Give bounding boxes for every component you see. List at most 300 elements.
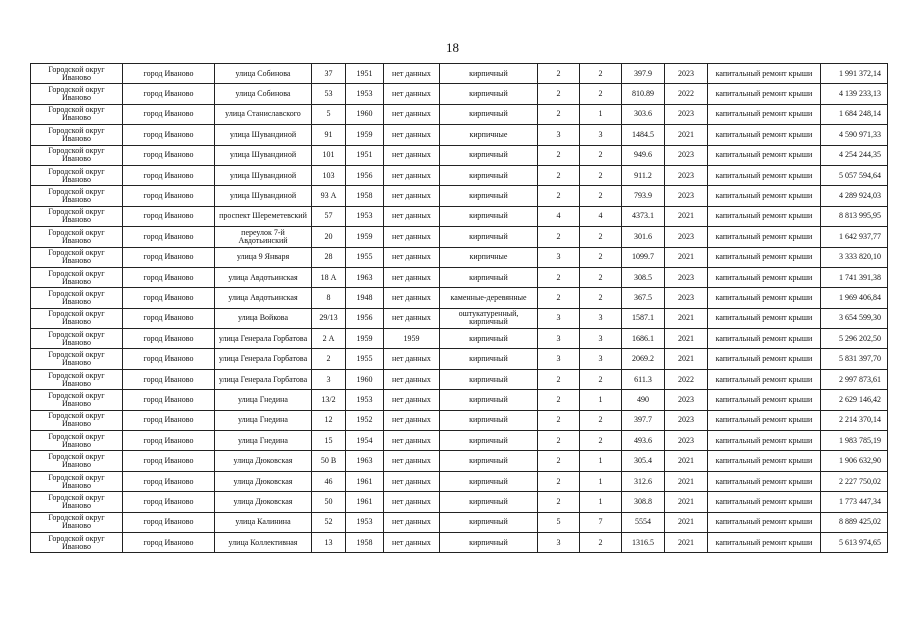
- cell-work-type: капитальный ремонт крыши: [708, 227, 821, 247]
- cell-area: 810.89: [622, 84, 665, 104]
- cell-cost: 2 227 750,02: [821, 471, 888, 491]
- cell-last-repair: нет данных: [384, 288, 440, 308]
- cell-area: 1316.5: [622, 532, 665, 552]
- cell-cost: 1 741 391,38: [821, 267, 888, 287]
- cell-entrances: 2: [580, 64, 622, 84]
- cell-last-repair: нет данных: [384, 104, 440, 124]
- cell-work-type: капитальный ремонт крыши: [708, 329, 821, 349]
- table-row: [31, 512, 888, 532]
- cell-entrances: 2: [580, 369, 622, 389]
- cell-floors: 3: [538, 349, 580, 369]
- cell-plan-year: 2023: [665, 288, 708, 308]
- cell-last-repair: нет данных: [384, 431, 440, 451]
- cell-wall-material: кирпичный: [440, 431, 538, 451]
- cell-wall-material: кирпичный: [440, 267, 538, 287]
- cell-city: город Иваново: [123, 512, 215, 532]
- cell-floors: 2: [538, 227, 580, 247]
- cell-street: улица Дюковская: [215, 451, 312, 471]
- cell-work-type: капитальный ремонт крыши: [708, 369, 821, 389]
- cell-floors: 3: [538, 532, 580, 552]
- cell-wall-material: кирпичный: [440, 451, 538, 471]
- cell-work-type: капитальный ремонт крыши: [708, 532, 821, 552]
- cell-floors: 2: [538, 288, 580, 308]
- cell-last-repair: нет данных: [384, 247, 440, 267]
- cell-year-built: 1952: [346, 410, 384, 430]
- cell-wall-material: кирпичный: [440, 145, 538, 165]
- cell-house: 53: [312, 84, 346, 104]
- table-row: [31, 186, 888, 206]
- cell-street: улица Гнедина: [215, 410, 312, 430]
- cell-plan-year: 2023: [665, 165, 708, 185]
- cell-year-built: 1956: [346, 165, 384, 185]
- cell-area: 911.2: [622, 165, 665, 185]
- cell-city: город Иваново: [123, 471, 215, 491]
- cell-entrances: 2: [580, 267, 622, 287]
- cell-city: город Иваново: [123, 64, 215, 84]
- cell-last-repair: нет данных: [384, 349, 440, 369]
- cell-work-type: капитальный ремонт крыши: [708, 492, 821, 512]
- cell-district: Городской округ Иваново: [31, 329, 123, 349]
- cell-last-repair: нет данных: [384, 471, 440, 491]
- cell-cost: 4 289 924,03: [821, 186, 888, 206]
- cell-year-built: 1953: [346, 512, 384, 532]
- cell-year-built: 1954: [346, 431, 384, 451]
- cell-cost: 2 214 370,14: [821, 410, 888, 430]
- cell-district: Городской округ Иваново: [31, 349, 123, 369]
- cell-floors: 2: [538, 410, 580, 430]
- cell-entrances: 4: [580, 206, 622, 226]
- cell-floors: 3: [538, 125, 580, 145]
- cell-district: Городской округ Иваново: [31, 390, 123, 410]
- cell-floors: 2: [538, 451, 580, 471]
- cell-entrances: 2: [580, 247, 622, 267]
- cell-city: город Иваново: [123, 369, 215, 389]
- cell-cost: 1 991 372,14: [821, 64, 888, 84]
- cell-street: переулок 7-й Авдотьинский: [215, 227, 312, 247]
- cell-wall-material: кирпичный: [440, 410, 538, 430]
- cell-plan-year: 2021: [665, 125, 708, 145]
- cell-work-type: капитальный ремонт крыши: [708, 451, 821, 471]
- cell-work-type: капитальный ремонт крыши: [708, 390, 821, 410]
- cell-year-built: 1958: [346, 186, 384, 206]
- cell-year-built: 1953: [346, 206, 384, 226]
- cell-entrances: 7: [580, 512, 622, 532]
- cell-entrances: 3: [580, 349, 622, 369]
- table-row: [31, 329, 888, 349]
- cell-plan-year: 2021: [665, 492, 708, 512]
- cell-cost: 1 969 406,84: [821, 288, 888, 308]
- cell-district: Городской округ Иваново: [31, 512, 123, 532]
- cell-house: 93 А: [312, 186, 346, 206]
- cell-work-type: капитальный ремонт крыши: [708, 186, 821, 206]
- cell-floors: 3: [538, 247, 580, 267]
- cell-year-built: 1955: [346, 349, 384, 369]
- cell-cost: 2 997 873,61: [821, 369, 888, 389]
- cell-cost: 4 254 244,35: [821, 145, 888, 165]
- cell-entrances: 1: [580, 492, 622, 512]
- cell-district: Городской округ Иваново: [31, 206, 123, 226]
- cell-entrances: 3: [580, 308, 622, 328]
- table-row: [31, 247, 888, 267]
- cell-area: 305.4: [622, 451, 665, 471]
- cell-street: улица Шувандиной: [215, 125, 312, 145]
- cell-work-type: капитальный ремонт крыши: [708, 512, 821, 532]
- cell-city: город Иваново: [123, 267, 215, 287]
- cell-floors: 2: [538, 369, 580, 389]
- cell-district: Городской округ Иваново: [31, 431, 123, 451]
- table-row: [31, 390, 888, 410]
- cell-district: Городской округ Иваново: [31, 288, 123, 308]
- cell-year-built: 1963: [346, 267, 384, 287]
- cell-area: 493.6: [622, 431, 665, 451]
- cell-plan-year: 2022: [665, 369, 708, 389]
- cell-entrances: 2: [580, 410, 622, 430]
- cell-floors: 2: [538, 186, 580, 206]
- cell-district: Городской округ Иваново: [31, 247, 123, 267]
- cell-year-built: 1955: [346, 247, 384, 267]
- cell-last-repair: нет данных: [384, 186, 440, 206]
- cell-area: 308.8: [622, 492, 665, 512]
- table-row: [31, 431, 888, 451]
- table-row: [31, 349, 888, 369]
- cell-plan-year: 2023: [665, 186, 708, 206]
- table-row: [31, 125, 888, 145]
- cell-plan-year: 2021: [665, 471, 708, 491]
- cell-cost: 5 296 202,50: [821, 329, 888, 349]
- cell-area: 301.6: [622, 227, 665, 247]
- cell-district: Городской округ Иваново: [31, 267, 123, 287]
- cell-year-built: 1961: [346, 471, 384, 491]
- cell-city: город Иваново: [123, 532, 215, 552]
- cell-wall-material: кирпичный: [440, 186, 538, 206]
- cell-work-type: капитальный ремонт крыши: [708, 247, 821, 267]
- cell-district: Городской округ Иваново: [31, 492, 123, 512]
- cell-last-repair: нет данных: [384, 267, 440, 287]
- table-row: [31, 84, 888, 104]
- cell-cost: 4 590 971,33: [821, 125, 888, 145]
- cell-entrances: 3: [580, 125, 622, 145]
- cell-plan-year: 2021: [665, 451, 708, 471]
- cell-district: Городской округ Иваново: [31, 186, 123, 206]
- cell-cost: 1 684 248,14: [821, 104, 888, 124]
- cell-district: Городской округ Иваново: [31, 145, 123, 165]
- cell-wall-material: кирпичные: [440, 247, 538, 267]
- cell-house: 50 В: [312, 451, 346, 471]
- cell-street: проспект Шереметевский: [215, 206, 312, 226]
- cell-plan-year: 2022: [665, 84, 708, 104]
- cell-wall-material: кирпичный: [440, 104, 538, 124]
- cell-entrances: 2: [580, 84, 622, 104]
- cell-year-built: 1960: [346, 369, 384, 389]
- cell-entrances: 2: [580, 532, 622, 552]
- cell-floors: 2: [538, 84, 580, 104]
- cell-district: Городской округ Иваново: [31, 64, 123, 84]
- cell-city: город Иваново: [123, 349, 215, 369]
- table-row: [31, 492, 888, 512]
- cell-street: улица Генерала Горбатова: [215, 349, 312, 369]
- cell-house: 28: [312, 247, 346, 267]
- cell-work-type: капитальный ремонт крыши: [708, 349, 821, 369]
- cell-entrances: 2: [580, 165, 622, 185]
- cell-street: улица Авдотьинская: [215, 288, 312, 308]
- cell-area: 5554: [622, 512, 665, 532]
- cell-house: 18 А: [312, 267, 346, 287]
- cell-wall-material: кирпичный: [440, 206, 538, 226]
- cell-cost: 5 831 397,70: [821, 349, 888, 369]
- cell-district: Городской округ Иваново: [31, 227, 123, 247]
- cell-house: 52: [312, 512, 346, 532]
- cell-house: 29/13: [312, 308, 346, 328]
- cell-floors: 2: [538, 104, 580, 124]
- cell-city: город Иваново: [123, 329, 215, 349]
- cell-house: 5: [312, 104, 346, 124]
- cell-district: Городской округ Иваново: [31, 308, 123, 328]
- cell-year-built: 1948: [346, 288, 384, 308]
- cell-street: улица Шувандиной: [215, 186, 312, 206]
- cell-wall-material: кирпичный: [440, 349, 538, 369]
- cell-year-built: 1951: [346, 64, 384, 84]
- cell-city: город Иваново: [123, 145, 215, 165]
- cell-plan-year: 2021: [665, 206, 708, 226]
- cell-city: город Иваново: [123, 227, 215, 247]
- cell-street: улица Калинина: [215, 512, 312, 532]
- cell-entrances: 1: [580, 104, 622, 124]
- table-row: [31, 227, 888, 247]
- cell-wall-material: кирпичные: [440, 125, 538, 145]
- cell-work-type: капитальный ремонт крыши: [708, 431, 821, 451]
- cell-cost: 1 642 937,77: [821, 227, 888, 247]
- cell-last-repair: нет данных: [384, 165, 440, 185]
- cell-house: 37: [312, 64, 346, 84]
- cell-last-repair: нет данных: [384, 369, 440, 389]
- table-body: [31, 64, 888, 553]
- table-row: [31, 369, 888, 389]
- cell-wall-material: кирпичный: [440, 84, 538, 104]
- cell-house: 12: [312, 410, 346, 430]
- cell-last-repair: нет данных: [384, 390, 440, 410]
- cell-year-built: 1959: [346, 125, 384, 145]
- cell-street: улица Шувандиной: [215, 145, 312, 165]
- cell-cost: 3 333 820,10: [821, 247, 888, 267]
- cell-area: 308.5: [622, 267, 665, 287]
- cell-house: 20: [312, 227, 346, 247]
- cell-street: улица Шувандиной: [215, 165, 312, 185]
- cell-wall-material: кирпичный: [440, 369, 538, 389]
- cell-cost: 3 654 599,30: [821, 308, 888, 328]
- cell-wall-material: кирпичный: [440, 512, 538, 532]
- cell-last-repair: нет данных: [384, 125, 440, 145]
- cell-floors: 2: [538, 145, 580, 165]
- table-row: [31, 288, 888, 308]
- cell-last-repair: нет данных: [384, 227, 440, 247]
- cell-last-repair: нет данных: [384, 64, 440, 84]
- cell-cost: 1 983 785,19: [821, 431, 888, 451]
- repair-table: [30, 63, 888, 553]
- cell-city: город Иваново: [123, 186, 215, 206]
- cell-plan-year: 2021: [665, 532, 708, 552]
- cell-work-type: капитальный ремонт крыши: [708, 267, 821, 287]
- cell-district: Городской округ Иваново: [31, 410, 123, 430]
- cell-street: улица Гнедина: [215, 431, 312, 451]
- table-row: [31, 206, 888, 226]
- cell-wall-material: кирпичный: [440, 64, 538, 84]
- cell-street: улица Собинова: [215, 64, 312, 84]
- cell-street: улица 9 Января: [215, 247, 312, 267]
- cell-floors: 2: [538, 471, 580, 491]
- cell-district: Городской округ Иваново: [31, 532, 123, 552]
- table-row: [31, 145, 888, 165]
- cell-year-built: 1953: [346, 84, 384, 104]
- cell-last-repair: нет данных: [384, 451, 440, 471]
- cell-last-repair: нет данных: [384, 512, 440, 532]
- cell-cost: 4 139 233,13: [821, 84, 888, 104]
- cell-year-built: 1961: [346, 492, 384, 512]
- cell-plan-year: 2023: [665, 104, 708, 124]
- cell-district: Городской округ Иваново: [31, 165, 123, 185]
- cell-house: 3: [312, 369, 346, 389]
- table-row: [31, 104, 888, 124]
- cell-last-repair: нет данных: [384, 145, 440, 165]
- cell-work-type: капитальный ремонт крыши: [708, 64, 821, 84]
- cell-city: город Иваново: [123, 390, 215, 410]
- cell-wall-material: оштукатуренный, кирпичный: [440, 308, 538, 328]
- cell-year-built: 1960: [346, 104, 384, 124]
- cell-year-built: 1956: [346, 308, 384, 328]
- cell-plan-year: 2023: [665, 410, 708, 430]
- table-row: [31, 64, 888, 84]
- cell-district: Городской округ Иваново: [31, 84, 123, 104]
- cell-cost: 1 906 632,90: [821, 451, 888, 471]
- cell-house: 13: [312, 532, 346, 552]
- cell-plan-year: 2023: [665, 64, 708, 84]
- cell-street: улица Авдотьинская: [215, 267, 312, 287]
- cell-area: 611.3: [622, 369, 665, 389]
- cell-city: город Иваново: [123, 288, 215, 308]
- cell-house: 103: [312, 165, 346, 185]
- cell-entrances: 2: [580, 431, 622, 451]
- cell-wall-material: кирпичный: [440, 390, 538, 410]
- cell-area: 793.9: [622, 186, 665, 206]
- cell-cost: 2 629 146,42: [821, 390, 888, 410]
- cell-plan-year: 2023: [665, 390, 708, 410]
- cell-street: улица Дюковская: [215, 492, 312, 512]
- cell-cost: 8 813 995,95: [821, 206, 888, 226]
- cell-house: 57: [312, 206, 346, 226]
- cell-district: Городской округ Иваново: [31, 369, 123, 389]
- cell-last-repair: нет данных: [384, 84, 440, 104]
- cell-house: 8: [312, 288, 346, 308]
- cell-area: 312.6: [622, 471, 665, 491]
- cell-cost: 5 613 974,65: [821, 532, 888, 552]
- cell-house: 2 А: [312, 329, 346, 349]
- cell-year-built: 1953: [346, 390, 384, 410]
- cell-plan-year: 2021: [665, 308, 708, 328]
- cell-house: 46: [312, 471, 346, 491]
- cell-city: город Иваново: [123, 125, 215, 145]
- cell-city: город Иваново: [123, 492, 215, 512]
- table-row: [31, 410, 888, 430]
- cell-street: улица Войкова: [215, 308, 312, 328]
- cell-work-type: капитальный ремонт крыши: [708, 206, 821, 226]
- cell-work-type: капитальный ремонт крыши: [708, 125, 821, 145]
- cell-year-built: 1959: [346, 329, 384, 349]
- cell-entrances: 2: [580, 145, 622, 165]
- cell-last-repair: нет данных: [384, 206, 440, 226]
- cell-cost: 8 889 425,02: [821, 512, 888, 532]
- cell-floors: 3: [538, 329, 580, 349]
- cell-area: 1587.1: [622, 308, 665, 328]
- cell-city: город Иваново: [123, 410, 215, 430]
- cell-district: Городской округ Иваново: [31, 471, 123, 491]
- cell-last-repair: 1959: [384, 329, 440, 349]
- cell-city: город Иваново: [123, 431, 215, 451]
- cell-city: город Иваново: [123, 247, 215, 267]
- cell-last-repair: нет данных: [384, 532, 440, 552]
- cell-wall-material: кирпичный: [440, 532, 538, 552]
- table-row: [31, 267, 888, 287]
- cell-plan-year: 2023: [665, 267, 708, 287]
- cell-floors: 2: [538, 431, 580, 451]
- table-row: [31, 471, 888, 491]
- cell-cost: 5 057 594,64: [821, 165, 888, 185]
- cell-floors: 2: [538, 165, 580, 185]
- cell-area: 367.5: [622, 288, 665, 308]
- cell-last-repair: нет данных: [384, 410, 440, 430]
- cell-area: 949.6: [622, 145, 665, 165]
- cell-work-type: капитальный ремонт крыши: [708, 84, 821, 104]
- cell-city: город Иваново: [123, 165, 215, 185]
- cell-wall-material: кирпичный: [440, 329, 538, 349]
- cell-house: 15: [312, 431, 346, 451]
- cell-plan-year: 2023: [665, 227, 708, 247]
- cell-work-type: капитальный ремонт крыши: [708, 410, 821, 430]
- cell-city: город Иваново: [123, 104, 215, 124]
- cell-entrances: 2: [580, 227, 622, 247]
- cell-floors: 2: [538, 64, 580, 84]
- cell-wall-material: кирпичный: [440, 471, 538, 491]
- cell-floors: 2: [538, 267, 580, 287]
- cell-wall-material: кирпичный: [440, 227, 538, 247]
- cell-floors: 2: [538, 390, 580, 410]
- cell-year-built: 1959: [346, 227, 384, 247]
- cell-city: город Иваново: [123, 84, 215, 104]
- cell-wall-material: каменные-деревянные: [440, 288, 538, 308]
- cell-year-built: 1951: [346, 145, 384, 165]
- cell-house: 2: [312, 349, 346, 369]
- cell-area: 397.7: [622, 410, 665, 430]
- cell-area: 303.6: [622, 104, 665, 124]
- cell-street: улица Коллективная: [215, 532, 312, 552]
- cell-plan-year: 2021: [665, 512, 708, 532]
- cell-street: улица Генерала Горбатова: [215, 369, 312, 389]
- cell-cost: 1 773 447,34: [821, 492, 888, 512]
- cell-work-type: капитальный ремонт крыши: [708, 104, 821, 124]
- cell-house: 91: [312, 125, 346, 145]
- cell-last-repair: нет данных: [384, 308, 440, 328]
- cell-plan-year: 2023: [665, 431, 708, 451]
- table-row: [31, 451, 888, 471]
- cell-wall-material: кирпичный: [440, 492, 538, 512]
- cell-area: 397.9: [622, 64, 665, 84]
- cell-house: 13/2: [312, 390, 346, 410]
- cell-plan-year: 2021: [665, 329, 708, 349]
- cell-floors: 3: [538, 308, 580, 328]
- cell-entrances: 1: [580, 471, 622, 491]
- cell-house: 101: [312, 145, 346, 165]
- cell-street: улица Гнедина: [215, 390, 312, 410]
- cell-entrances: 2: [580, 186, 622, 206]
- cell-area: 490: [622, 390, 665, 410]
